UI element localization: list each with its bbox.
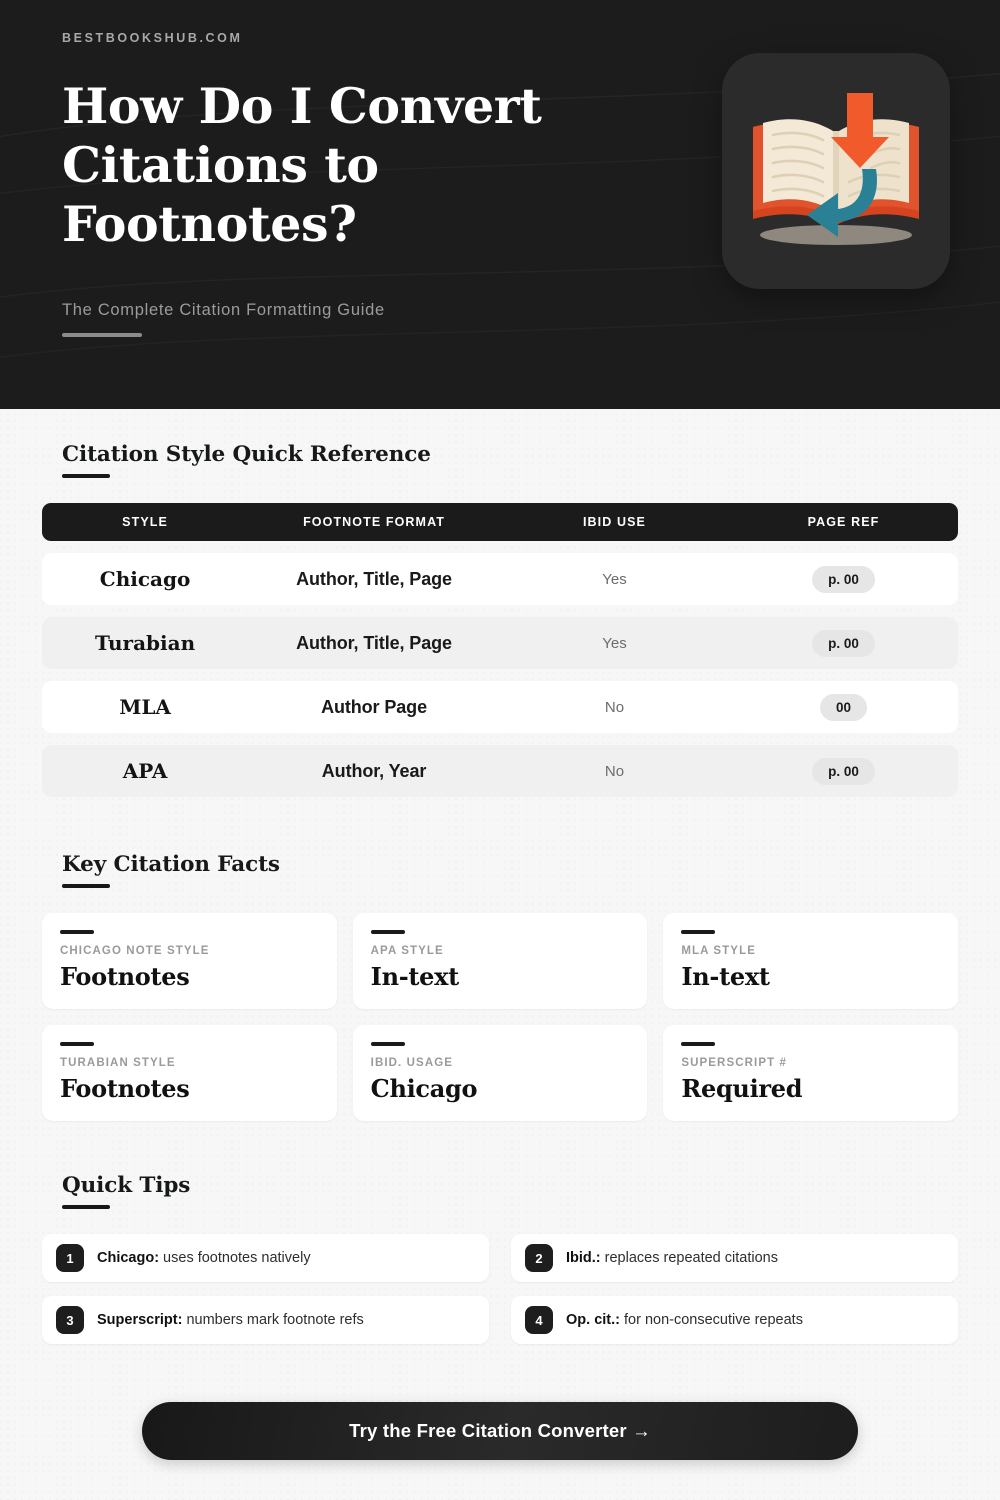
tip-term: Chicago: [97, 1250, 160, 1266]
fact-accent-bar [371, 930, 405, 934]
cta-button[interactable]: Try the Free Citation Converter → [142, 1402, 858, 1460]
tip-term: Ibid.: [566, 1250, 601, 1266]
fact-label: CHICAGO NOTE STYLE [60, 945, 210, 957]
fact-accent-bar [681, 930, 715, 934]
section-accent-rule [62, 1205, 110, 1209]
cell-style: Turabian [94, 631, 196, 655]
fact-accent-bar [371, 1042, 405, 1046]
column-header-style: STYLE [122, 515, 168, 529]
fact-value: Footnotes [60, 962, 190, 991]
tip-number-badge: 1 [56, 1244, 84, 1272]
tip-detail: numbers mark footnote refs [182, 1312, 364, 1328]
table-header-row [42, 503, 958, 541]
tip-term: Superscript: [97, 1312, 183, 1328]
facts-grid [42, 913, 958, 1121]
cell-style: Chicago [99, 567, 191, 591]
fact-label: SUPERSCRIPT # [681, 1057, 788, 1069]
fact-card [42, 1025, 337, 1121]
column-header-footnote-format: FOOTNOTE FORMAT [303, 515, 446, 529]
fact-value: Chicago [370, 1074, 478, 1103]
tip-number-badge: 3 [56, 1306, 84, 1334]
fact-card [663, 913, 958, 1009]
cell-format: Author, Title, Page [296, 632, 452, 653]
fact-card [663, 1025, 958, 1121]
fact-value: In-text [681, 962, 770, 991]
fact-accent-bar [60, 1042, 94, 1046]
cell-ibid: Yes [602, 634, 627, 652]
tips-grid [42, 1234, 958, 1344]
table-row [42, 617, 958, 669]
tip-text [97, 1312, 364, 1328]
tip-text [97, 1250, 311, 1266]
content-area [0, 409, 1000, 1460]
cell-style: APA [122, 759, 168, 783]
tip-text [566, 1312, 803, 1328]
column-header-ibid-use: IBID USE [582, 515, 646, 529]
table-row [42, 553, 958, 605]
tip-item [42, 1296, 489, 1344]
cell-page-ref [729, 758, 958, 785]
table-section [42, 409, 958, 797]
citation-style-table [42, 503, 958, 797]
hero-section [0, 0, 1000, 409]
fact-value: Footnotes [60, 1074, 190, 1103]
cta-area [42, 1344, 958, 1460]
cell-format: Author, Year [321, 760, 427, 781]
table-row [42, 681, 958, 733]
fact-value: Required [681, 1074, 803, 1103]
cell-format: Author, Title, Page [296, 568, 452, 589]
section-title-tips: Quick Tips [62, 1173, 191, 1198]
fact-value: In-text [370, 962, 459, 991]
cell-format: Author Page [321, 696, 427, 717]
column-header-page-ref: PAGE REF [807, 515, 880, 529]
cell-ibid: No [604, 762, 625, 780]
fact-label: APA STYLE [370, 945, 444, 957]
table-row [42, 745, 958, 797]
fact-label: IBID. USAGE [370, 1057, 454, 1069]
fact-accent-bar [681, 1042, 715, 1046]
tip-detail: for non-consecutive repeats [619, 1312, 803, 1328]
cell-ibid: Yes [602, 570, 627, 588]
subtitle-accent-rule [62, 333, 142, 337]
fact-card [353, 1025, 648, 1121]
page-subtitle: The Complete Citation Formatting Guide [62, 301, 385, 320]
tip-term: Op. cit.: [566, 1312, 620, 1328]
tip-item [511, 1296, 958, 1344]
facts-section [42, 797, 958, 1121]
tip-number-badge: 2 [525, 1244, 553, 1272]
section-title-table: Citation Style Quick Reference [62, 442, 431, 467]
cell-style: MLA [119, 695, 171, 719]
page-ref-badge: p. 00 [812, 630, 875, 657]
fact-label: TURABIAN STYLE [60, 1057, 176, 1069]
tip-text [566, 1250, 778, 1266]
tip-detail: replaces repeated citations [600, 1250, 778, 1266]
tip-item [42, 1234, 489, 1282]
fact-card [353, 913, 648, 1009]
tips-section [42, 1121, 958, 1344]
section-title-facts: Key Citation Facts [62, 852, 280, 877]
cell-page-ref [729, 630, 958, 657]
fact-card [42, 913, 337, 1009]
open-book-download-icon [722, 53, 950, 289]
page-title: How Do I Convert Citations to Footnotes? [62, 77, 542, 253]
fact-accent-bar [60, 930, 94, 934]
tip-number-badge: 4 [525, 1306, 553, 1334]
site-brand: BESTBOOKSHUB.COM [62, 31, 243, 45]
page-ref-badge: p. 00 [812, 758, 875, 785]
cell-page-ref [729, 566, 958, 593]
page-ref-badge: p. 00 [812, 566, 875, 593]
tip-detail: uses footnotes natively [159, 1250, 311, 1266]
section-accent-rule [62, 884, 110, 888]
cell-ibid: No [604, 698, 625, 716]
tip-item [511, 1234, 958, 1282]
page-ref-badge: 00 [820, 694, 867, 721]
section-accent-rule [62, 474, 110, 478]
cell-page-ref [729, 694, 958, 721]
fact-label: MLA STYLE [681, 945, 756, 957]
